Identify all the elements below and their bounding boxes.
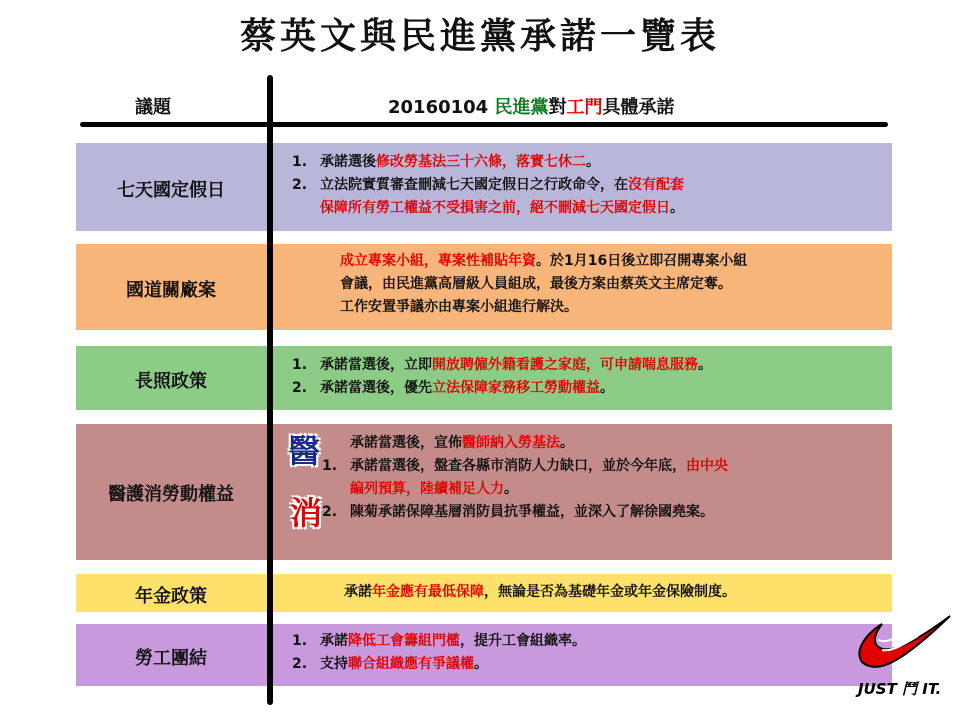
commitment-line bbox=[322, 432, 728, 455]
line-number: 1. bbox=[322, 458, 338, 474]
plain-text: 。 bbox=[670, 200, 684, 216]
row-freeway-closure bbox=[76, 244, 892, 330]
highlighted-text: 編列預算，陸續補足人力 bbox=[350, 481, 504, 497]
commitment-line bbox=[292, 174, 684, 197]
commitment-line bbox=[292, 630, 586, 653]
just-fight-it-logo bbox=[858, 610, 954, 710]
plain-text: 。 bbox=[586, 154, 600, 170]
highlighted-text: 沒有配套 bbox=[628, 177, 684, 193]
plain-text: 承諾當選後，立即 bbox=[320, 357, 432, 373]
plain-text: 承諾當選後，優先 bbox=[320, 380, 432, 396]
logo-text: JUST 鬥 IT. bbox=[858, 680, 942, 698]
plain-text: 支持 bbox=[320, 656, 348, 672]
highlighted-text: 成立專案小組，專案性補貼年資 bbox=[340, 253, 536, 269]
commitment-line bbox=[292, 377, 712, 400]
row-issue: 七天國定假日 bbox=[117, 180, 225, 201]
header-suffix: 具體承諾 bbox=[602, 97, 675, 118]
plain-text: 立法院實質審查刪減七天國定假日之行政命令，在 bbox=[320, 177, 628, 193]
row-issue: 長照政策 bbox=[135, 371, 207, 392]
fire-badge-icon: 消 bbox=[290, 494, 323, 532]
highlighted-text: 開放聘僱外籍看護之家庭，可申請喘息服務 bbox=[432, 357, 698, 373]
plain-text: 陳菊承諾保障基層消防員抗爭權益，並深入了解徐國堯案。 bbox=[350, 504, 714, 520]
plain-text: ，提升工會組織率。 bbox=[460, 633, 586, 649]
plain-text: 承諾當選後，宣佈 bbox=[350, 435, 462, 451]
plain-text: 。 bbox=[474, 656, 488, 672]
commitment-line bbox=[312, 273, 747, 296]
plain-text: 工作安置爭議亦由專案小組進行解決。 bbox=[340, 299, 578, 315]
plain-text: 承諾 bbox=[320, 633, 348, 649]
header-gongmen: 工門 bbox=[566, 97, 603, 118]
plain-text: 會議，由民進黨高層級人員組成，最後方案由蔡英文主席定奪。 bbox=[340, 276, 732, 292]
plain-text: ，無論是否為基礎年金或年金保險制度。 bbox=[484, 584, 736, 600]
highlighted-text: 立法保障家務移工勞動權益 bbox=[432, 380, 600, 396]
swoosh-icon bbox=[858, 610, 954, 680]
header-date: 20160104 bbox=[388, 97, 489, 118]
header-party: 民進黨 bbox=[494, 97, 549, 118]
highlighted-text: 保障所有勞工權益不受損害之前，絕不刪減七天國定假日 bbox=[320, 200, 670, 216]
row-seven-holidays bbox=[76, 143, 892, 231]
row-labor-solidarity bbox=[76, 624, 892, 686]
line-number: 1. bbox=[292, 357, 308, 373]
highlighted-text: 由中央 bbox=[686, 458, 728, 474]
line-number: 2. bbox=[322, 504, 338, 520]
line-number: 2. bbox=[292, 380, 308, 396]
row-content bbox=[316, 581, 736, 604]
commitment-line bbox=[312, 296, 747, 319]
row-medical-fire-labor bbox=[76, 424, 892, 560]
commitment-line bbox=[292, 197, 684, 220]
commitment-line bbox=[322, 478, 728, 501]
highlighted-text: 降低工會籌組門檻 bbox=[348, 633, 460, 649]
row-content bbox=[322, 432, 728, 524]
row-issue: 勞工團結 bbox=[135, 648, 207, 669]
row-issue: 醫護消勞動權益 bbox=[108, 484, 234, 505]
commitment-line bbox=[292, 653, 586, 676]
commitment-line bbox=[316, 581, 736, 604]
commitment-line bbox=[292, 151, 684, 174]
row-content bbox=[292, 630, 586, 676]
plain-text: 。 bbox=[698, 357, 712, 373]
line-number: 1. bbox=[292, 633, 308, 649]
header-dui: 對 bbox=[548, 97, 567, 118]
plain-text: 。 bbox=[600, 380, 614, 396]
plain-text: 承諾 bbox=[344, 584, 372, 600]
plain-text: 承諾選後 bbox=[320, 154, 376, 170]
plain-text: 。 bbox=[504, 481, 518, 497]
page-title: 蔡英文與民進黨承諾一覽表 bbox=[239, 15, 720, 57]
line-number: 2. bbox=[292, 177, 308, 193]
row-long-term-care bbox=[76, 346, 892, 410]
commitment-column-header bbox=[388, 93, 674, 119]
plain-text: 。 bbox=[560, 435, 574, 451]
issue-column-header: 議題 bbox=[135, 97, 171, 118]
row-content bbox=[292, 151, 684, 220]
medical-badge-icon: 醫 bbox=[288, 432, 321, 470]
plain-text: 。於1月16日後立即召開專案小組 bbox=[536, 253, 748, 269]
row-content bbox=[292, 354, 712, 400]
line-number: 2. bbox=[292, 656, 308, 672]
commitment-line bbox=[322, 455, 728, 478]
line-number: 1. bbox=[292, 154, 308, 170]
commitment-line bbox=[322, 501, 728, 524]
row-issue: 國道關廠案 bbox=[126, 280, 216, 301]
row-pension bbox=[76, 574, 892, 612]
plain-text: 承諾當選後，盤查各縣市消防人力缺口，並於今年底， bbox=[350, 458, 686, 474]
highlighted-text: 年金應有最低保障 bbox=[372, 584, 484, 600]
column-divider bbox=[267, 75, 273, 705]
commitment-line bbox=[312, 250, 747, 273]
header-divider bbox=[80, 122, 888, 127]
highlighted-text: 修改勞基法三十六條，落實七休二 bbox=[376, 154, 586, 170]
highlighted-text: 醫師納入勞基法 bbox=[462, 435, 560, 451]
commitment-line bbox=[292, 354, 712, 377]
row-content bbox=[312, 250, 747, 319]
highlighted-text: 聯合組織應有爭議權 bbox=[348, 656, 474, 672]
row-issue: 年金政策 bbox=[135, 586, 207, 607]
